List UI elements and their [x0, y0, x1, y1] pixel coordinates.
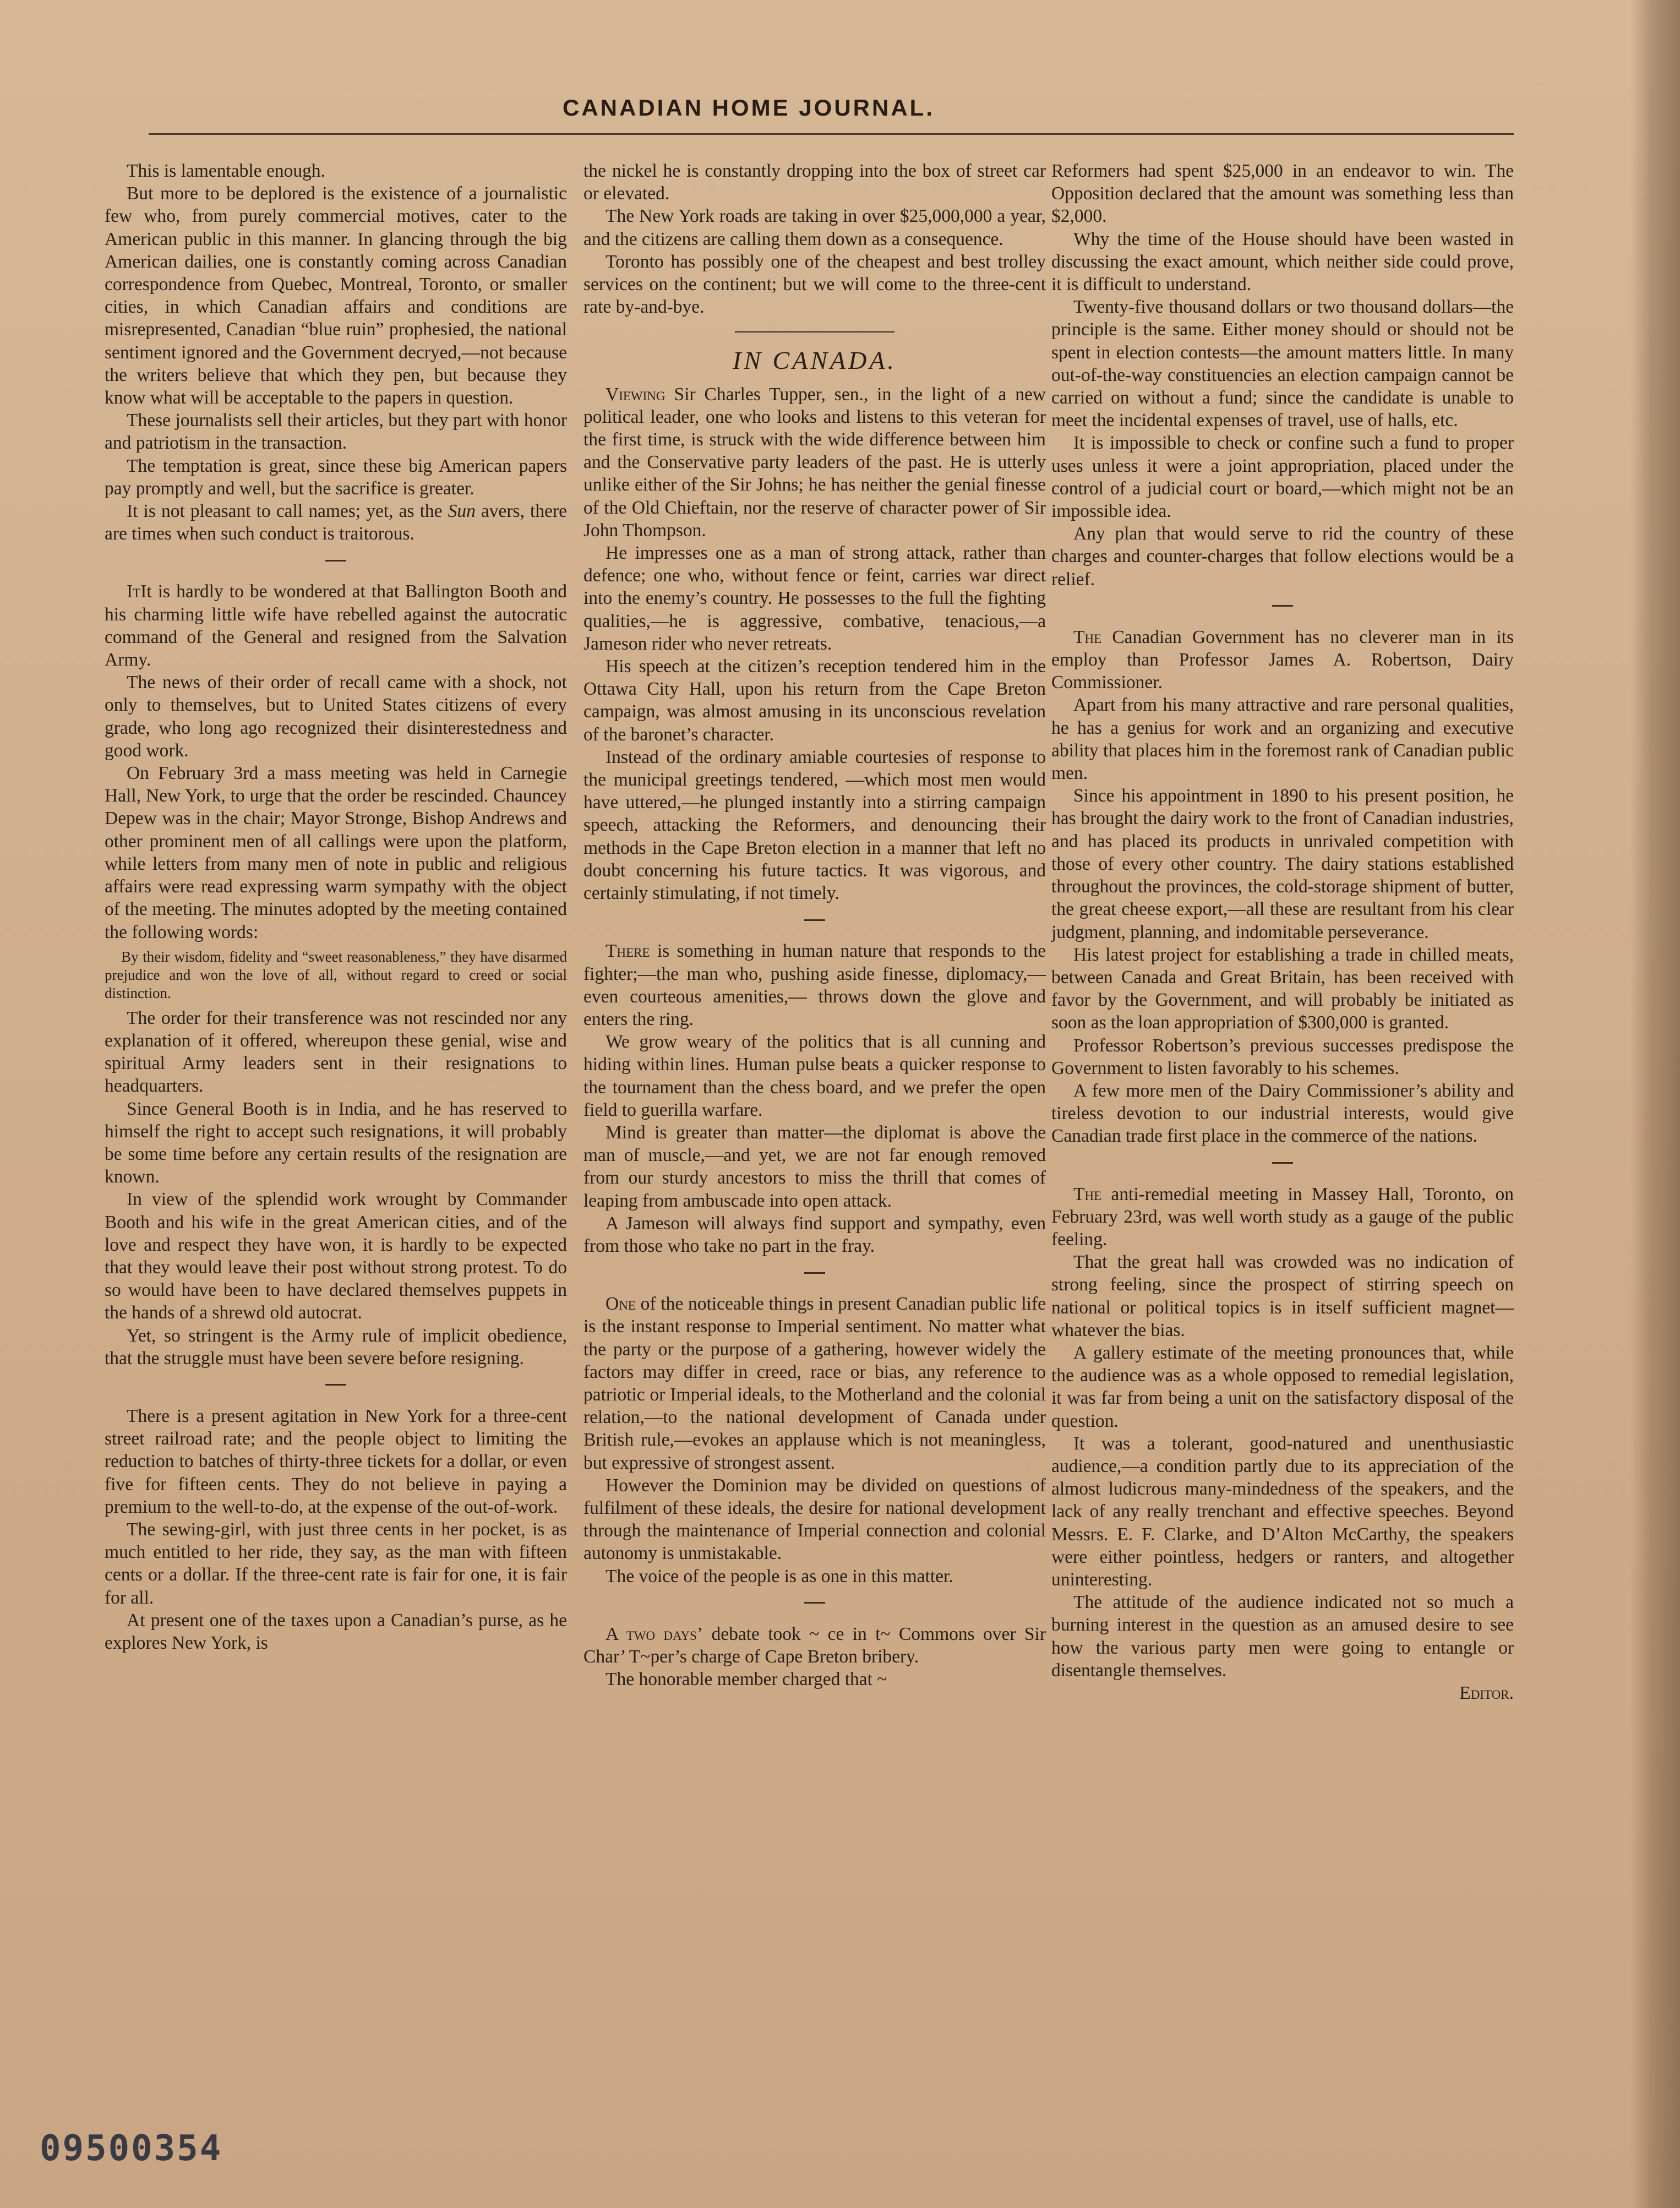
section-divider	[1051, 601, 1514, 612]
section-heading: IN CANADA.	[733, 346, 897, 375]
paragraph	[583, 383, 1046, 542]
paragraph: The sewing-girl, with just three cents in her pocket, is as much entitled to her ride, they say, as the man with fifteen cents or a dollar. If the three-cent rate is fair for one, it is fair for all.	[105, 1519, 567, 1608]
paragraph	[1051, 1183, 1514, 1251]
paragraph: The temptation is great, since these big American papers pay promptly and well, but the sacrifice is greater.	[105, 455, 567, 499]
text-run: anti-remedial meeting in Massey Hall, Toronto, on February 23rd, was well worth study as a gauge of the public feeling.	[1051, 1184, 1514, 1250]
paragraph: Reformers had spent $25,000 in an endeavor to win. The Opposition declared that the amount was something less than $2,000.	[1051, 161, 1514, 227]
paragraph: The honorable member charged that ~	[606, 1669, 887, 1690]
section-rule	[735, 331, 894, 332]
lead-in: The	[1073, 1184, 1102, 1204]
paragraph: Since General Booth is in India, and he has reserved to himself the right to accept such resignations, it will probably be some time before any certain results of the resignation are known.	[105, 1098, 567, 1187]
paragraph: These journalists sell their articles, but they part with honor and patriotism in the transaction.	[105, 410, 567, 454]
section-divider	[105, 555, 567, 566]
lead-in: The	[1073, 626, 1102, 647]
paragraph: It is impossible to check or confine such a fund to proper uses unless it were a joint appropriation, placed under the control of a judicial court or board,—which might not be an impossible idea.	[1051, 433, 1514, 522]
newspaper-name: Sun	[448, 501, 476, 522]
paragraph: The news of their order of recall came with a shock, not only to themselves, but to United States citizens of every grade, who long ago recognized their disinterestedness and good work.	[105, 672, 567, 761]
paragraph	[583, 1623, 1046, 1668]
column-1	[105, 160, 567, 1654]
paragraph: On February 3rd a mass meeting was held in Carnegie Hall, New York, to urge that the order be rescinded. Chauncey Depew was in the chair; Mayor Stronge, Bishop Andrews and other prominent men of all callings were upon the platform, while letters from many men of note in public and religious affairs were read expressing warm sympathy with the object of the meeting. The minutes adopted by the meeting contained the following words:	[105, 763, 567, 942]
paragraph: A few more men of the Dairy Commissioner’s ability and tireless devotion to our industrial interests, would give Canadian trade first place in the commerce of the nations.	[1051, 1080, 1514, 1147]
paragraph: Instead of the ordinary amiable courtesies of response to the municipal greetings tendered, —which most men would have uttered,—he plunged instantly into a stirring campaign speech, attacking the Reformers, and denouncing their methods in the Cape Breton election in a manner that left no doubt concerning his future tactics. It was vigorous, and certainly stimulating, if not timely.	[583, 746, 1046, 904]
editor-signature: Editor.	[1459, 1683, 1514, 1703]
paragraph: Professor Robertson’s previous successes predispose the Government to listen favorably to his schemes.	[1051, 1035, 1514, 1078]
text-run: is something in human nature that responds to the fighter;—the man who, pushing aside finesse, diplomacy,—even courteous amenities,— throws down the glove and enters the ring.	[583, 941, 1046, 1029]
paragraph: There is a present agitation in New York for a three-cent street railroad rate; and the people object to limiting the reduction to batches of thirty-three tickets for a dollar, or even five for fifteen cents. They do not believe in paying a premium to the well-to-do, at the expense of the out-of-work.	[105, 1405, 567, 1517]
paragraph: the nickel he is constantly dropping into the box of street car or elevated.	[583, 161, 1046, 204]
paragraph: At present one of the taxes upon a Canadian’s purse, as he explores New York, is	[105, 1610, 567, 1653]
page-spine-shadow	[1630, 0, 1680, 2208]
paragraph: A Jameson will always find support and sympathy, even from those who take no part in the fray.	[583, 1213, 1046, 1256]
paragraph: We grow weary of the politics that is all cunning and hiding within lines. Human pulse beats a quicker response to the tournament than the chess board, and we prefer the open field to guerilla warfare.	[583, 1032, 1046, 1120]
text-run: It is not pleasant to call names; yet, as the	[127, 501, 443, 522]
paragraph: That the great hall was crowded was no indication of strong feeling, since the prospect of stirring speech on national or political topics is in itself sufficient magnet—whatever the bias.	[1051, 1252, 1514, 1340]
masthead-rule	[149, 133, 1514, 135]
text-run: It is hardly to be wondered at that Ballington Booth and his charming little wife have rebelled against the autocratic command of the General and resigned from the Salvation Army.	[105, 581, 567, 670]
text-run: of the noticeable things in present Canadian public life is the instant response to Imperial sentiment. No matter what the party or the purpose of a gathering, however widely the factors may differ in creed, race or bias, any reference to patriotic or Imperial ideals, to the Motherland and the colonial relation,—to the national development of Canada under British rule,—evokes an applause which is not meaningless, but expressive of strongest assent.	[583, 1294, 1046, 1473]
text-run: avers, there are times when such conduct is traitorous.	[105, 501, 567, 544]
paragraph: A gallery estimate of the meeting pronounces that, while the audience was as a whole opposed to remedial legislation, it was far from being a unit on the satisfactory disposal of the question.	[1051, 1342, 1514, 1431]
lead-in: It	[127, 581, 141, 602]
section-divider	[583, 914, 1046, 925]
lead-in: There	[606, 941, 650, 962]
paragraph: Toronto has possibly one of the cheapest and best trolley services on the continent; but we will come to the three-cent rate by-and-bye.	[583, 251, 1046, 318]
paragraph: In view of the splendid work wrought by Commander Booth and his wife in the great American cities, and of the love and respect they have won, it is hardly to be expected that they would leave their post without strong protest. To do so would have been to have declared themselves puppets in the hands of a shrewd old autocrat.	[105, 1189, 567, 1323]
section-divider	[583, 1598, 1046, 1609]
quotation: By their wisdom, fidelity and “sweet reasonableness,” they have disarmed prejudice and won the love of all, without regard to creed or social distinction.	[105, 948, 567, 1001]
section-divider	[583, 1267, 1046, 1278]
paragraph: Why the time of the House should have been wasted in discussing the exact amount, which neither side could prove, it is difficult to understand.	[1051, 228, 1514, 295]
paragraph: However the Dominion may be divided on questions of fulfilment of these ideals, the desire for national development through the maintenance of Imperial connection and colonial autonomy is unmistakable.	[583, 1475, 1046, 1564]
paragraph: His speech at the citizen’s reception tendered him in the Ottawa City Hall, upon his return from the Cape Breton campaign, was almost amusing in its unconscious revelation of the baronet’s character.	[583, 656, 1046, 745]
paragraph: Apart from his many attractive and rare personal qualities, he has a genius for work and an organizing and executive ability that places him in the foremost rank of Canadian public men.	[1051, 695, 1514, 784]
masthead: CANADIAN HOME JOURNAL.	[563, 95, 935, 121]
paragraph: Yet, so stringent is the Army rule of implicit obedience, that the struggle must have been severe before resigning.	[105, 1325, 567, 1369]
paragraph	[583, 1293, 1046, 1474]
paragraph: Since his appointment in 1890 to his present position, he has brought the dairy work to the front of Canadian industries, and has placed its products in unrivaled competition with those of every other country. The dairy stations established throughout the provinces, the cold-storage shipment of butter, the great cheese export,—all these are resultant from his clear judgment, planning, and indomitable perseverance.	[1051, 786, 1514, 942]
column-2	[583, 160, 1046, 1691]
paragraph: Any plan that would serve to rid the country of these charges and counter-charges that follow elections would be a relief.	[1051, 524, 1514, 590]
archive-stamp: 09500354	[40, 2128, 223, 2169]
section-divider	[1051, 1158, 1514, 1169]
paragraph: His latest project for establishing a trade in chilled meats, between Canada and Great Britain, has been received with favor by the Government, and will probably be initiated as soon as the loan appropriation of $300,000 is granted.	[1051, 944, 1514, 1033]
paragraph: He impresses one as a man of strong attack, rather than defence; one who, without fence or feint, carries war direct into the enemy’s country. He possesses to the full the fighting qualities,—he is aggressive, combative, tenacious,—a Jameson rider who never retreats.	[583, 543, 1046, 654]
paragraph: But more to be deplored is the existence of a journalistic few who, from purely commercial motives, cater to the American public in this manner. In glancing through the big American dailies, one is constantly coming across Canadian correspondence from Quebec, Montreal, Toronto, or smaller cities, in which Canadian affairs and conditions are misrepresented, Canadian “blue ruin” prophesied, the national sentiment ignored and the Government decryed,—not because the writers believe that which they pen, but because they know what will be acceptable to the papers in question.	[105, 183, 567, 408]
paragraph: The voice of the people is as one in this matter.	[606, 1566, 953, 1587]
text-run: Sir Charles Tupper, sen., in the light of a new political leader, one who looks and listens to this veteran for the first time, is struck with the wide difference between him and the Conservative party leaders of the past. He is utterly unlike either of the Sir Johns; he has neither the genial finesse of the Old Chieftain, nor the reserve of character power of Sir John Thompson.	[583, 384, 1046, 541]
paragraph: The attitude of the audience indicated not so much a burning interest in the question as an amused desire to see how the various party men were going to entangle or disentangle themselves.	[1051, 1592, 1514, 1681]
lead-in: Viewing	[606, 384, 666, 405]
paragraph: The order for their transference was not rescinded nor any explanation of it offered, whereupon these genial, wise and spiritual Army leaders sent in their resignations to headquarters.	[105, 1007, 567, 1097]
paragraph: It was a tolerant, good-natured and unenthusiastic audience,—a condition partly due to its appreciation of the almost ludicrous many-mindedness of the speakers, and the lack of any really trenchant and effective speeches. Beyond Messrs. E. F. Clarke, and D’Alton McCarthy, the speakers were either pointless, hedgers or ranters, and altogether uninteresting.	[1051, 1433, 1514, 1590]
paragraph	[583, 940, 1046, 1031]
paragraph: The New York roads are taking in over $25,000,000 a year, and the citizens are calling them down as a consequence.	[583, 206, 1046, 249]
paragraph: Mind is greater than matter—the diplomat is above the man of muscle,—and yet, we are not far enough removed from our sturdy ancestors to miss the thrill that comes of leaping from ambuscade into open attack.	[583, 1122, 1046, 1211]
lead-in: A two days’	[606, 1623, 703, 1644]
text-run: debate took ~ ce in t~ Commons over Sir Char’ T~per’s charge of Cape Breton bribery.	[583, 1623, 1046, 1667]
lead-in: One	[606, 1294, 636, 1315]
paragraph: Twenty-five thousand dollars or two thousand dollars—the principle is the same. Either money should or should not be spent in election contests—the amount matters little. In many out-of-the-way constituencies an election campaign cannot be carried on without a fund; since the candidate is unable to meet the incidental expenses of travel, use of halls, etc.	[1051, 297, 1514, 431]
text-run: Canadian Government has no cleverer man in its employ than Professor James A. Robertson, Dairy Commissioner.	[1051, 626, 1514, 693]
paragraph	[105, 500, 567, 545]
column-3	[1051, 160, 1514, 1704]
section-divider	[105, 1380, 567, 1391]
paragraph	[105, 580, 567, 671]
paragraph: This is lamentable enough.	[127, 161, 325, 181]
paragraph	[1051, 626, 1514, 694]
